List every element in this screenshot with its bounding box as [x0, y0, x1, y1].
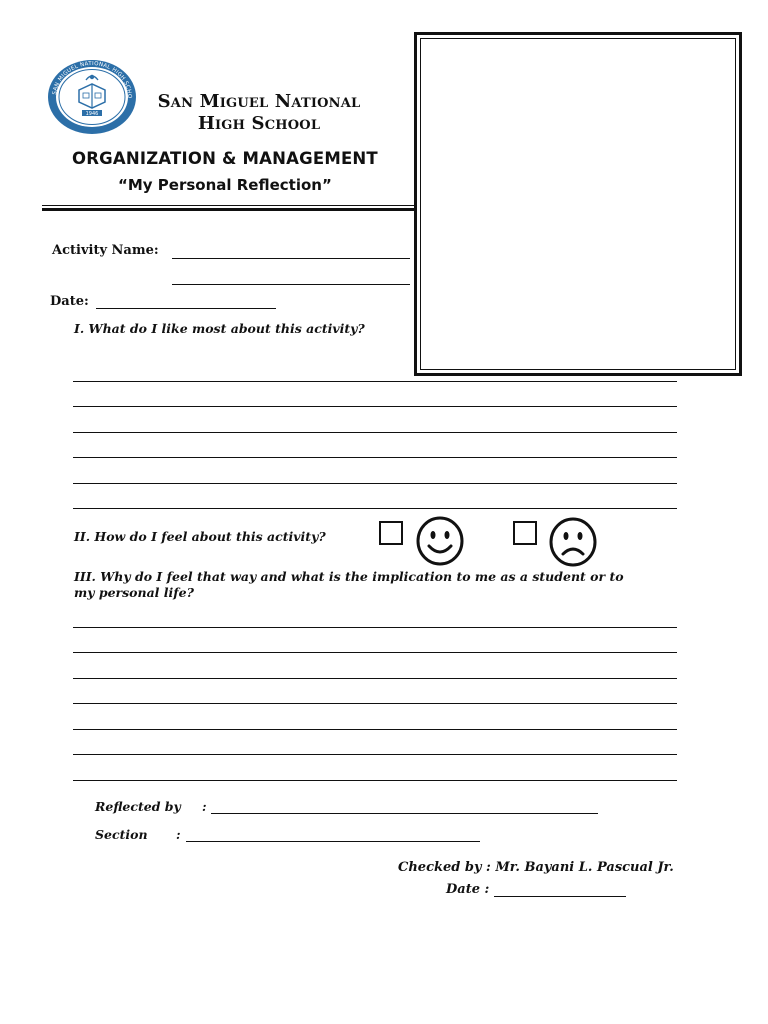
- answer-3-line[interactable]: [73, 652, 677, 653]
- question-3-line-2: my personal life?: [74, 585, 194, 600]
- checked-by-text: Checked by : Mr. Bayani L. Pascual Jr.: [398, 860, 674, 875]
- answer-3-line[interactable]: [73, 754, 677, 755]
- logo-ring-text: SAN MIGUEL NATIONAL HIGH SCHO: [52, 60, 133, 99]
- answer-1-line[interactable]: [73, 381, 677, 382]
- subject-title: ORGANIZATION & MANAGEMENT: [72, 149, 378, 168]
- header-rule-thin: [42, 205, 416, 206]
- logo-year: 1946: [85, 111, 99, 117]
- question-1: I. What do I like most about this activity?: [74, 321, 365, 336]
- answer-3-line[interactable]: [73, 780, 677, 781]
- smiley-face-icon: [416, 516, 464, 566]
- answer-1-line[interactable]: [73, 406, 677, 407]
- section-line[interactable]: [186, 841, 480, 842]
- answer-3-line[interactable]: [73, 678, 677, 679]
- answer-1-line[interactable]: [73, 508, 677, 509]
- answer-1-line[interactable]: [73, 483, 677, 484]
- reflected-by-line[interactable]: [211, 813, 598, 814]
- reflected-by-colon: :: [202, 799, 207, 814]
- answer-3-line[interactable]: [73, 627, 677, 628]
- question-2: II. How do I feel about this activity?: [74, 529, 326, 544]
- footer-date-line[interactable]: [494, 896, 626, 897]
- reflection-subtitle: “My Personal Reflection”: [118, 176, 332, 194]
- sad-checkbox[interactable]: [513, 521, 537, 545]
- happy-checkbox[interactable]: [379, 521, 403, 545]
- answer-3-line[interactable]: [73, 729, 677, 730]
- question-3-line-1: III. Why do I feel that way and what is the implication to me as a student or to: [74, 569, 624, 584]
- date-line[interactable]: [96, 308, 276, 309]
- photo-box: [414, 32, 742, 376]
- activity-name-line-1[interactable]: [172, 258, 410, 259]
- answer-3-line[interactable]: [73, 703, 677, 704]
- section-label: Section: [95, 827, 148, 842]
- header-rule-thick: [42, 208, 416, 211]
- frown-face-icon: [549, 517, 597, 567]
- reflected-by-label: Reflected by: [95, 799, 181, 814]
- answer-1-line[interactable]: [73, 432, 677, 433]
- date-label: Date:: [50, 294, 89, 309]
- section-colon: :: [176, 827, 181, 842]
- activity-name-label: Activity Name:: [52, 243, 159, 258]
- footer-date-label: Date :: [446, 882, 490, 897]
- answer-1-line[interactable]: [73, 457, 677, 458]
- photo-box-inner-border: [420, 38, 736, 370]
- activity-name-line-2[interactable]: [172, 284, 410, 285]
- school-name-line-2: High School: [197, 113, 321, 134]
- school-name-line-1: San Miguel National: [157, 91, 361, 112]
